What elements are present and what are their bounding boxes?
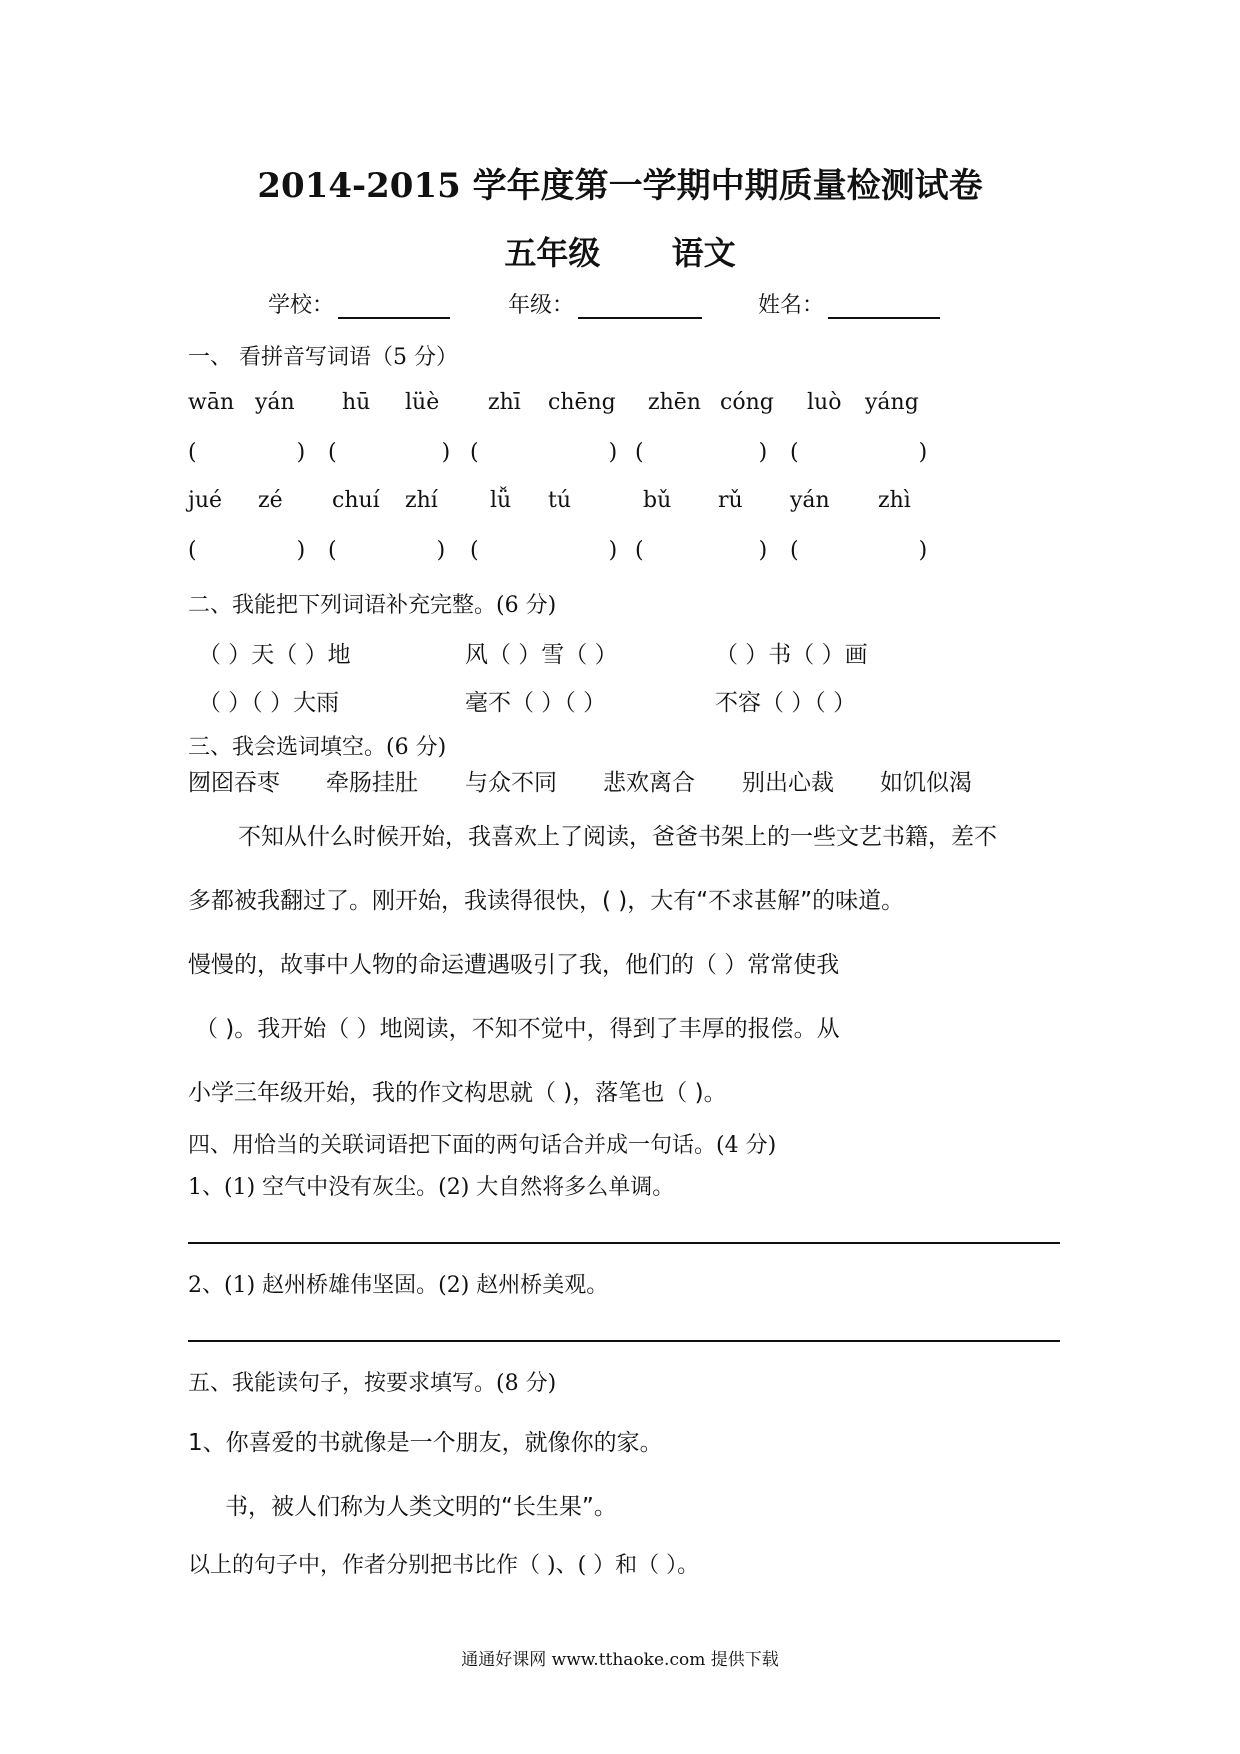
idiom-fill-1[interactable]: （ ）天（ ）地 (198, 642, 351, 668)
pinyin-10: jué (188, 488, 223, 513)
pinyin-19: zhì (878, 488, 911, 513)
answer-box[interactable] (470, 440, 617, 465)
section-2-heading: 二、我能把下列词语补充完整。(6 分) (188, 593, 557, 618)
exam-title: 2014-2015 学年度第一学期中期质量检测试卷 (257, 166, 983, 206)
question-4-1: 1、(1) 空气中没有灰尘。(2) 大自然将多么单调。 (188, 1175, 675, 1200)
paren-close: ) (918, 440, 928, 465)
passage-line-1: 不知从什么时候开始，我喜欢上了阅读，爸爸书架上的一些文艺书籍，差不 (238, 824, 997, 850)
answer-box[interactable] (188, 538, 305, 563)
paren-close: ) (296, 440, 306, 465)
pinyin-17: rǔ (718, 488, 743, 513)
paren-open: ( (328, 538, 337, 563)
grade-blank[interactable] (578, 293, 702, 319)
pinyin-15: tú (548, 488, 572, 513)
paren-open: ( (188, 538, 197, 563)
idiom-fill-4[interactable]: （ ）（ ）大雨 (198, 690, 340, 716)
grade-label: 五年级 (504, 234, 601, 272)
pinyin-13: zhí (405, 488, 438, 513)
word-option-1: 囫囵吞枣 (188, 770, 280, 796)
paren-close: ) (296, 538, 306, 563)
name-label: 姓名： (758, 293, 825, 318)
idiom-fill-5[interactable]: 毫不（ ）（ ） (465, 690, 607, 716)
answer-line-4-2[interactable] (188, 1340, 1060, 1342)
pinyin-18: yán (790, 488, 830, 513)
answer-line-4-1[interactable] (188, 1242, 1060, 1244)
subject-label: 语文 (671, 234, 736, 272)
pinyin-3: lüè (405, 390, 440, 415)
question-5-1-prompt: 以上的句子中，作者分别把书比作（ )、( ）和（ ）。 (188, 1553, 700, 1578)
answer-box[interactable] (635, 440, 767, 465)
page-footer: 通通好课网 www.tthaoke.com 提供下载 (461, 1650, 779, 1670)
idiom-fill-6[interactable]: 不容（ ）（ ） (715, 690, 857, 716)
paren-close: ) (441, 440, 451, 465)
school-label: 学校： (268, 293, 335, 318)
grade-field (508, 288, 702, 319)
paren-close: ) (436, 538, 446, 563)
paren-close: ) (608, 538, 618, 563)
section-5-heading: 五、我能读句子，按要求填写。(8 分) (188, 1371, 557, 1396)
paren-close: ) (758, 538, 768, 563)
pinyin-7: cóng (720, 390, 774, 415)
section-4-heading: 四、用恰当的关联词语把下面的两句话合并成一句话。(4 分) (188, 1133, 777, 1158)
school-blank[interactable] (338, 293, 450, 319)
pinyin-6: zhēn (648, 390, 701, 415)
paren-open: ( (470, 440, 479, 465)
name-blank[interactable] (828, 293, 940, 319)
pinyin-1: yán (255, 390, 295, 415)
paren-open: ( (790, 440, 799, 465)
passage-line-4: （ )。我开始（ ）地阅读，不知不觉中，得到了丰厚的报偿。从 (195, 1016, 840, 1042)
question-5-1: 1、你喜爱的书就像是一个朋友，就像你的家。 (188, 1430, 663, 1456)
paren-close: ) (758, 440, 768, 465)
paren-close: ) (608, 440, 618, 465)
pinyin-9: yáng (865, 390, 919, 415)
passage-line-3: 慢慢的，故事中人物的命运遭遇吸引了我，他们的（ ）常常使我 (188, 952, 840, 978)
word-option-3: 与众不同 (465, 770, 557, 796)
answer-box[interactable] (470, 538, 617, 563)
idiom-fill-3[interactable]: （ ）书（ ）画 (715, 642, 868, 668)
name-field (758, 288, 940, 319)
grade-field-label: 年级： (508, 293, 575, 318)
answer-box[interactable] (635, 538, 767, 563)
paren-open: ( (328, 440, 337, 465)
paren-open: ( (790, 538, 799, 563)
pinyin-4: zhī (488, 390, 521, 415)
answer-box[interactable] (188, 440, 305, 465)
pinyin-8: luò (807, 390, 842, 415)
answer-box[interactable] (328, 440, 450, 465)
word-option-5: 别出心裁 (742, 770, 834, 796)
answer-box[interactable] (790, 538, 927, 563)
paren-open: ( (188, 440, 197, 465)
answer-box[interactable] (790, 440, 927, 465)
pinyin-16: bǔ (643, 488, 672, 513)
pinyin-11: zé (258, 488, 283, 513)
word-option-4: 悲欢离合 (603, 770, 695, 796)
word-option-6: 如饥似渴 (880, 770, 972, 796)
paren-open: ( (635, 440, 644, 465)
pinyin-14: lǚ (490, 488, 512, 513)
passage-line-5: 小学三年级开始，我的作文构思就（ )，落笔也（ )。 (188, 1080, 727, 1106)
passage-line-2: 多都被我翻过了。刚开始，我读得很快，( )，大有“不求甚解”的味道。 (188, 888, 905, 914)
question-5-1-sentence: 书，被人们称为人类文明的“长生果”。 (225, 1494, 617, 1520)
question-4-2: 2、(1) 赵州桥雄伟坚固。(2) 赵州桥美观。 (188, 1273, 609, 1298)
word-option-2: 牵肠挂肚 (326, 770, 418, 796)
school-field (268, 288, 450, 319)
pinyin-2: hū (342, 390, 371, 415)
pinyin-12: chuí (332, 488, 380, 513)
pinyin-5: chēng (548, 390, 616, 415)
paren-open: ( (470, 538, 479, 563)
paren-close: ) (918, 538, 928, 563)
exam-subtitle (0, 228, 1240, 274)
section-1-heading: 一、 看拼音写词语（5 分） (188, 345, 458, 370)
answer-box[interactable] (328, 538, 445, 563)
section-3-heading: 三、我会选词填空。(6 分) (188, 735, 447, 760)
paren-open: ( (635, 538, 644, 563)
idiom-fill-2[interactable]: 风（ ）雪（ ） (465, 642, 618, 668)
pinyin-0: wān (188, 390, 235, 415)
